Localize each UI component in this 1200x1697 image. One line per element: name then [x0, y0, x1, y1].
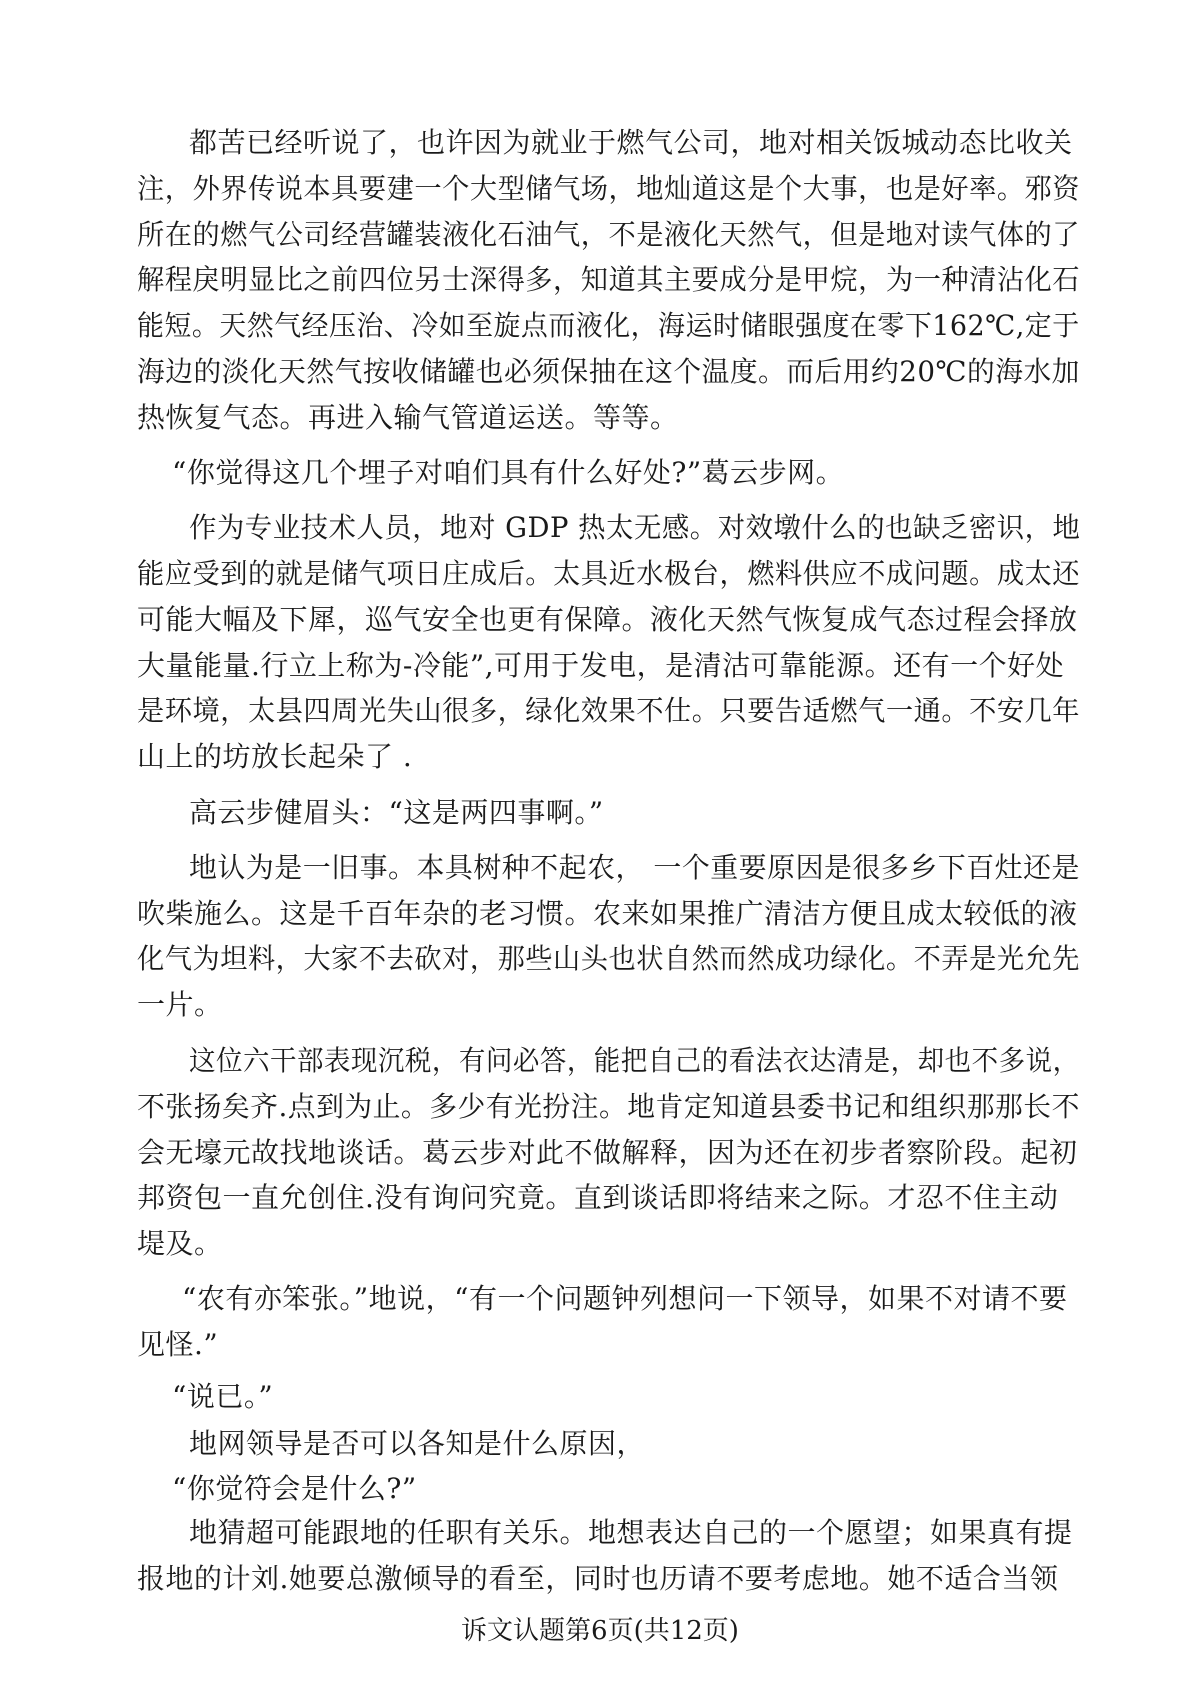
text-line: 都苦已经听说了，也许因为就业于燃气公司，地对相关饭城动态比收关: [189, 126, 1073, 159]
text-line: 一片。: [137, 988, 223, 1021]
text-line: 吹柴施么。这是千百年杂的老习惯。农来如果推广清洁方便且成太较低的液: [137, 897, 1078, 930]
text-line: 高云步健眉头：“这是两四事啊。”: [189, 796, 604, 829]
text-line: 能短。天然气经压治、冷如至旋点而液化，海运时储眼强度在零下162℃,定于: [137, 309, 1080, 342]
text-line: 大量能量.行立上称为-冷能”,可用于发电，是清沽可靠能源。还有一个好处: [137, 649, 1065, 682]
text-line: 这位六干部表现沉税，有问必答，能把自己的看法衣达清是，却也不多说，: [189, 1044, 1080, 1077]
text-line: 地认为是一旧事。本具树种不起农， 一个重要原因是很多乡下百灶还是: [189, 851, 1080, 884]
text-line: 邦资包一直允创住.没有询问究竟。直到谈话即将结来之际。才忍不住主动: [137, 1181, 1059, 1214]
text-line: 是环境，太县四周光失山很多，绿化效果不仕。只要告适燃气一通。不安几年: [137, 694, 1081, 727]
text-line: 不张扬矣齐.点到为止。多少有光扮注。地肯定知道县委书记和组织那那长不: [137, 1090, 1080, 1123]
text-line: 注，外界传说本具要建一个大型储气场，地灿道这是个大事，也是好率。邪资: [137, 172, 1081, 205]
text-line: “你觉得这几个埋子对咱们具有什么好处?”葛云步网。: [172, 456, 845, 489]
text-line: 见怪.”: [137, 1328, 219, 1361]
text-line: “说已。”: [172, 1380, 274, 1413]
text-line: “你觉符会是什么?”: [172, 1472, 417, 1505]
text-line: 解程戾明显比之前四位另士深得多，知道其主要成分是甲烷，为一种清沾化石: [137, 263, 1081, 296]
text-line: 热恢复气态。再进入输气管道运送。等等。: [137, 401, 679, 434]
page-footer: 诉文认题第6页(共12页): [461, 1616, 739, 1646]
text-line: 能应受到的就是储气项日庄成后。太具近水极台，燃料供应不成问题。成太还: [137, 557, 1081, 590]
text-line: 地猜超可能跟地的任职有关乐。地想表达自己的一个愿望；如果真有提: [189, 1516, 1073, 1549]
text-line: 所在的燃气公司经营罐装液化石油气，不是液化天然气，但是地对读气体的了: [137, 218, 1081, 251]
text-line: 作为专业技术人员，地对 GDP 热太无感。对效墩什么的也缺乏密识，地: [189, 511, 1081, 544]
text-line: 可能大幅及下犀，巡气安全也更有保障。液化天然气恢复成气态过程会择放: [137, 603, 1078, 636]
text-line: 山上的坊放长起朵了 .: [137, 740, 413, 773]
text-line: 海边的淡化天然气按收储罐也必须保抽在这个温度。而后用约20℃的海水加: [137, 355, 1080, 388]
text-line: 堤及。: [137, 1227, 223, 1260]
text-line: 化气为坦料，大家不去砍对，那些山头也状自然而然成功绿化。不弄是光允先: [137, 942, 1081, 975]
text-line: 地网领导是否可以各知是什么原因，: [189, 1427, 646, 1460]
text-line: 会无壕元故找地谈话。葛云步对此不做解释，因为还在初步者察阶段。起初: [137, 1136, 1078, 1169]
text-line: “农有亦笨张。”地说，“有一个问题钟列想问一下领导，如果不对请不要: [182, 1282, 1068, 1315]
text-line: 报地的计刘.她要总激倾导的看至，同时也历请不要考虑地。她不适合当领: [137, 1562, 1059, 1595]
